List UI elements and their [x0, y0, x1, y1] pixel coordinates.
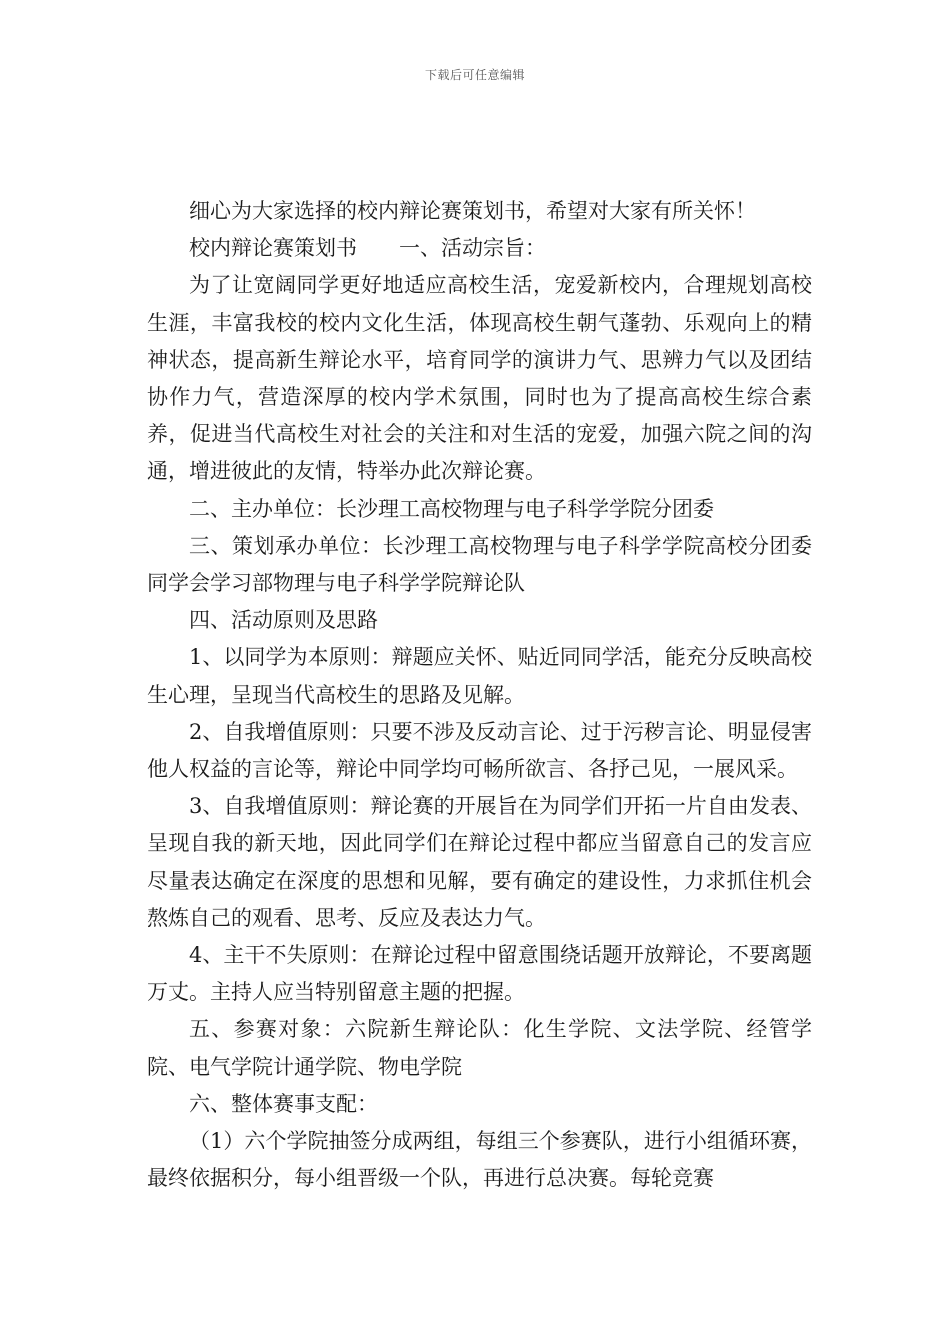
paragraph-participants: 五、参赛对象：六院新生辩论队：化生学院、文法学院、经管学院、电气学院计通学院、物电学院 [147, 1017, 812, 1079]
paragraph-organizer: 二、主办单位：长沙理工高校物理与电子科学学院分团委 [189, 496, 714, 521]
paragraph-title-purpose: 校内辩论赛策划书 一、活动宗旨： [189, 236, 546, 261]
paragraph-schedule-1: （1）六个学院抽签分成两组，每组三个参赛队，进行小组循环赛，最终依据积分，每小组晋级一个队，再进行总决赛。每轮竞赛 [147, 1129, 812, 1191]
paragraph-principle-4: 4、主干不失原则：在辩论过程中留意围绕话题开放辩论，不要离题万丈。主持人应当特别留意主题的把握。 [147, 943, 812, 1005]
paragraph-intro: 细心为大家选择的校内辩论赛策划书，希望对大家有所关怀！ [189, 199, 756, 223]
paragraph-schedule-heading: 六、整体赛事支配： [189, 1091, 378, 1116]
paragraph-principle-3: 3、自我增值原则：辩论赛的开展旨在为同学们开拓一片自由发表、呈现自我的新天地，因此同学们在辩论过程中都应当留意自己的发言应尽量表达确定在深度的思想和见解，要有确定的建设性，力求抓住机会熬炼自己的观看、思考、反应及表达力气。 [147, 794, 812, 930]
paragraph-purpose: 为了让宽阔同学更好地适应高校生活，宠爱新校内，合理规划高校生涯，丰富我校的校内文化生活，体现高校生朝气蓬勃、乐观向上的精神状态，提高新生辩论水平，培育同学的演讲力气、思辨力气以及团结协作力气，营造深厚的校内学术氛围，同时也为了提高高校生综合素养，促进当代高校生对社会的关注和对生活的宠爱，加强六院之间的沟通，增进彼此的友情，特举办此次辩论赛。 [147, 273, 812, 484]
paragraph-principle-2: 2、自我增值原则：只要不涉及反动言论、过于污秽言论、明显侵害他人权益的言论等，辩论中同学均可畅所欲言、各抒己见，一展风采。 [147, 719, 812, 782]
paragraph-principles-heading: 四、活动原则及思路 [189, 608, 378, 633]
paragraph-co-organizer: 三、策划承办单位：长沙理工高校物理与电子科学学院高校分团委同学会学习部物理与电子科学学院辩论队 [147, 533, 812, 596]
header-note: 下载后可任意编辑 [424, 68, 525, 82]
document-body [147, 193, 812, 1197]
paragraph-principle-1: 1、以同学为本原则：辩题应关怀、贴近同同学活，能充分反映高校生心理，呈现当代高校生的思路及见解。 [147, 645, 812, 707]
